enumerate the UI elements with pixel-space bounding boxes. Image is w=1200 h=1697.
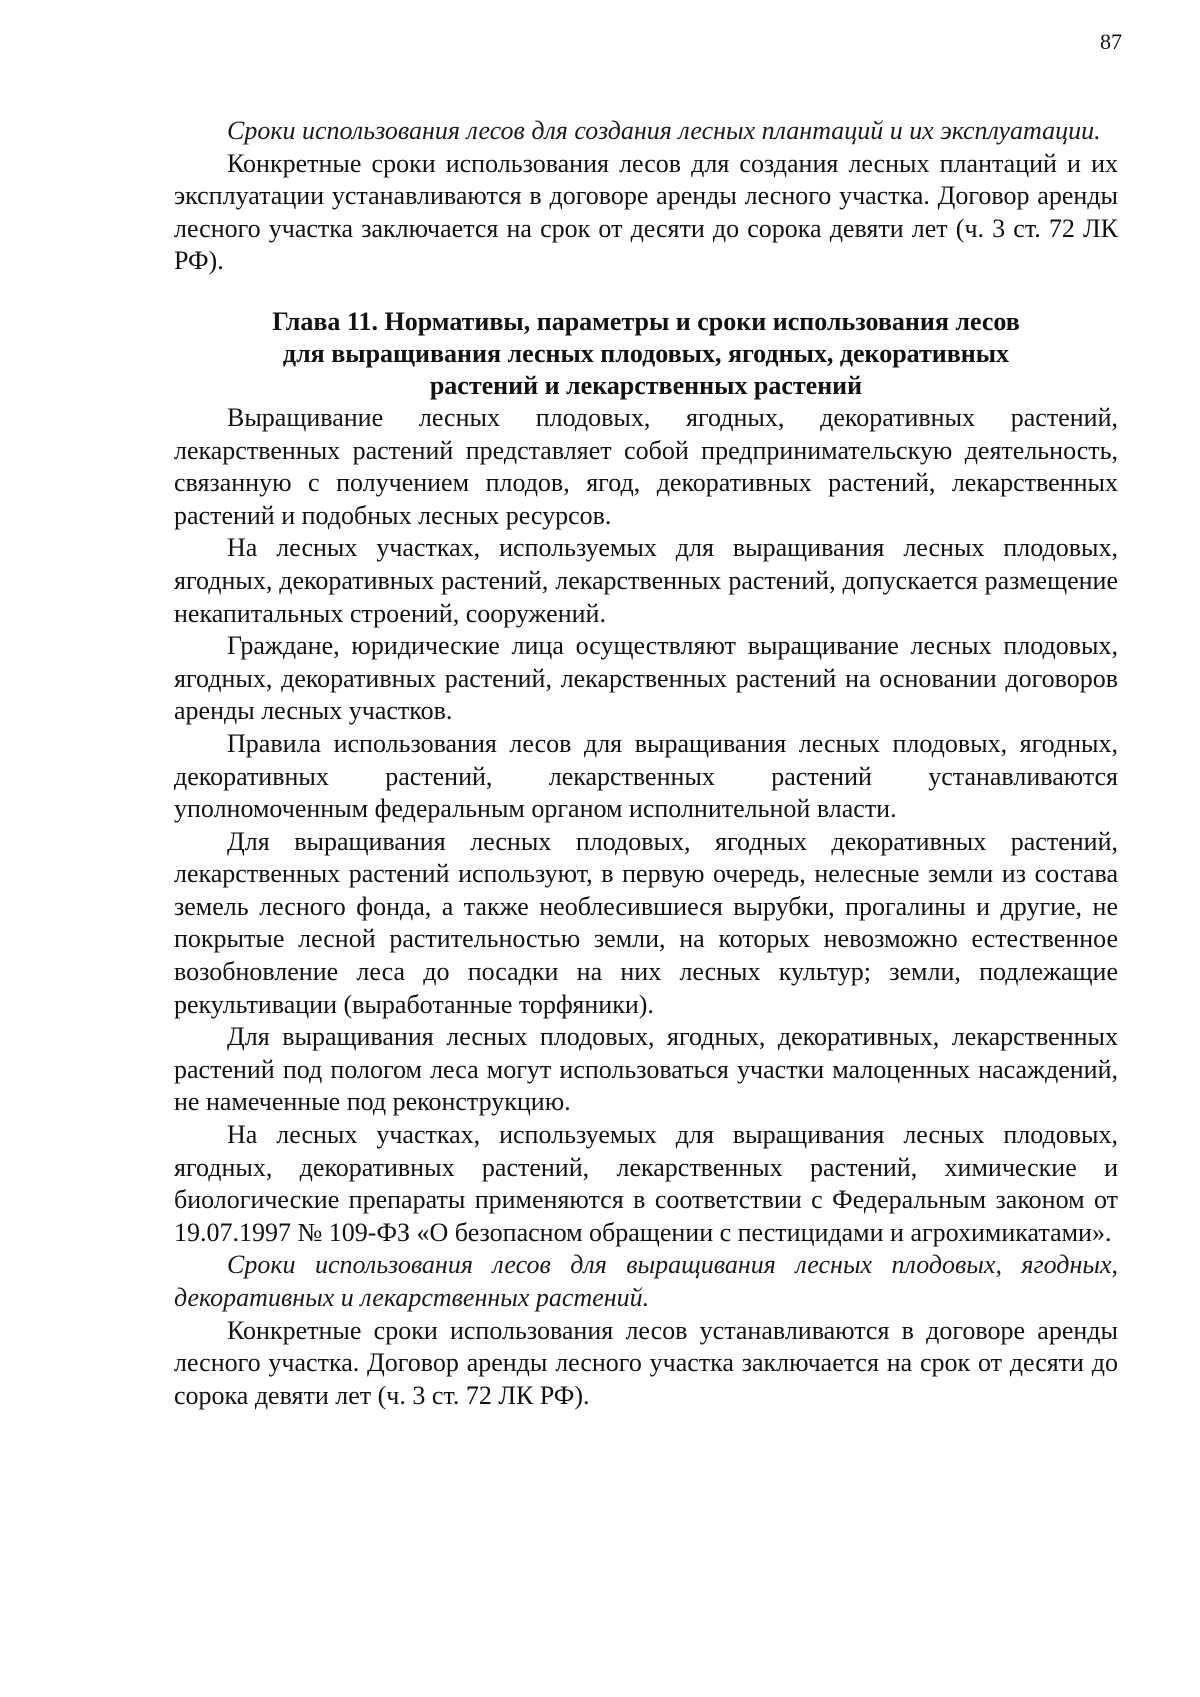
chapter-title-line: растений и лекарственных растений — [429, 370, 863, 400]
chapter-italic-heading: Сроки использования лесов для выращивания лесных плодовых, ягодных, декоративных и лекарственных растений. — [174, 1250, 1118, 1312]
chapter-title-line: Глава 11. Нормативы, параметры и сроки использования лесов — [272, 306, 1020, 336]
section-paragraph: Конкретные сроки использования лесов для создания лесных плантаций и их эксплуатации устанавливаются в договоре аренды лесного участка. Договор аренды лесного участка заключается на срок от десяти до сорока девяти лет (ч. 3 ст. 72 ЛК РФ). — [174, 148, 1118, 276]
chapter-paragraph: Для выращивания лесных плодовых, ягодных, декоративных, лекарственных растений под пологом леса могут использоваться участки малоценных насаждений, не намеченные под реконструкцию. — [174, 1022, 1118, 1117]
chapter-paragraph: На лесных участках, используемых для выращивания лесных плодовых, ягодных, декоративных растений, лекарственных растений, химические и биологические препараты применяются в соответствии с Федеральным законом от 19.07.1997 № 109-ФЗ «О безопасном обращении с пестицидами и агрохимикатами». — [174, 1120, 1118, 1247]
chapter-title-line: для выращивания лесных плодовых, ягодных, декоративных — [282, 338, 1010, 368]
chapter-paragraph: Граждане, юридические лица осуществляют выращивание лесных плодовых, ягодных, декоративных растений, лекарственных растений на основании договоров аренды лесных участков. — [174, 631, 1118, 726]
chapter-title — [174, 306, 1118, 402]
section-italic-heading: Сроки использования лесов для создания лесных плантаций и их эксплуатации. — [227, 116, 1101, 145]
chapter-closing-paragraph: Конкретные сроки использования лесов устанавливаются в договоре аренды лесного участка. Договор аренды лесного участка заключается на срок от десяти до сорока девяти лет (ч. 3 ст. 72 ЛК РФ). — [174, 1315, 1118, 1410]
page-number: 87 — [1100, 29, 1122, 54]
chapter-paragraph: Для выращивания лесных плодовых, ягодных декоративных растений, лекарственных растений используют, в первую очередь, нелесные земли из состава земель лесного фонда, а также необлесившиеся вырубки, прогалины и другие, не покрытые лесной растительностью земли, на которых невозможно естественное возобновление леса до посадки на них лесных культур; земли, подлежащие рекультивации (выработанные торфяники). — [174, 826, 1118, 1019]
chapter-paragraph: Правила использования лесов для выращивания лесных плодовых, ягодных, декоративных растений, лекарственных растений устанавливаются уполномоченным федеральным органом исполнительной власти. — [174, 728, 1118, 824]
chapter-paragraph: На лесных участках, используемых для выращивания лесных плодовых, ягодных, декоративных растений, лекарственных растений, допускается размещение некапитальных строений, сооружений. — [174, 533, 1118, 628]
page-content — [174, 115, 1118, 1412]
chapter-paragraph: Выращивание лесных плодовых, ягодных, декоративных растений, лекарственных растений представляет собой предпринимательскую деятельность, связанную с получением плодов, ягод, декоративных растений, лекарственных растений и подобных лесных ресурсов. — [174, 402, 1118, 530]
